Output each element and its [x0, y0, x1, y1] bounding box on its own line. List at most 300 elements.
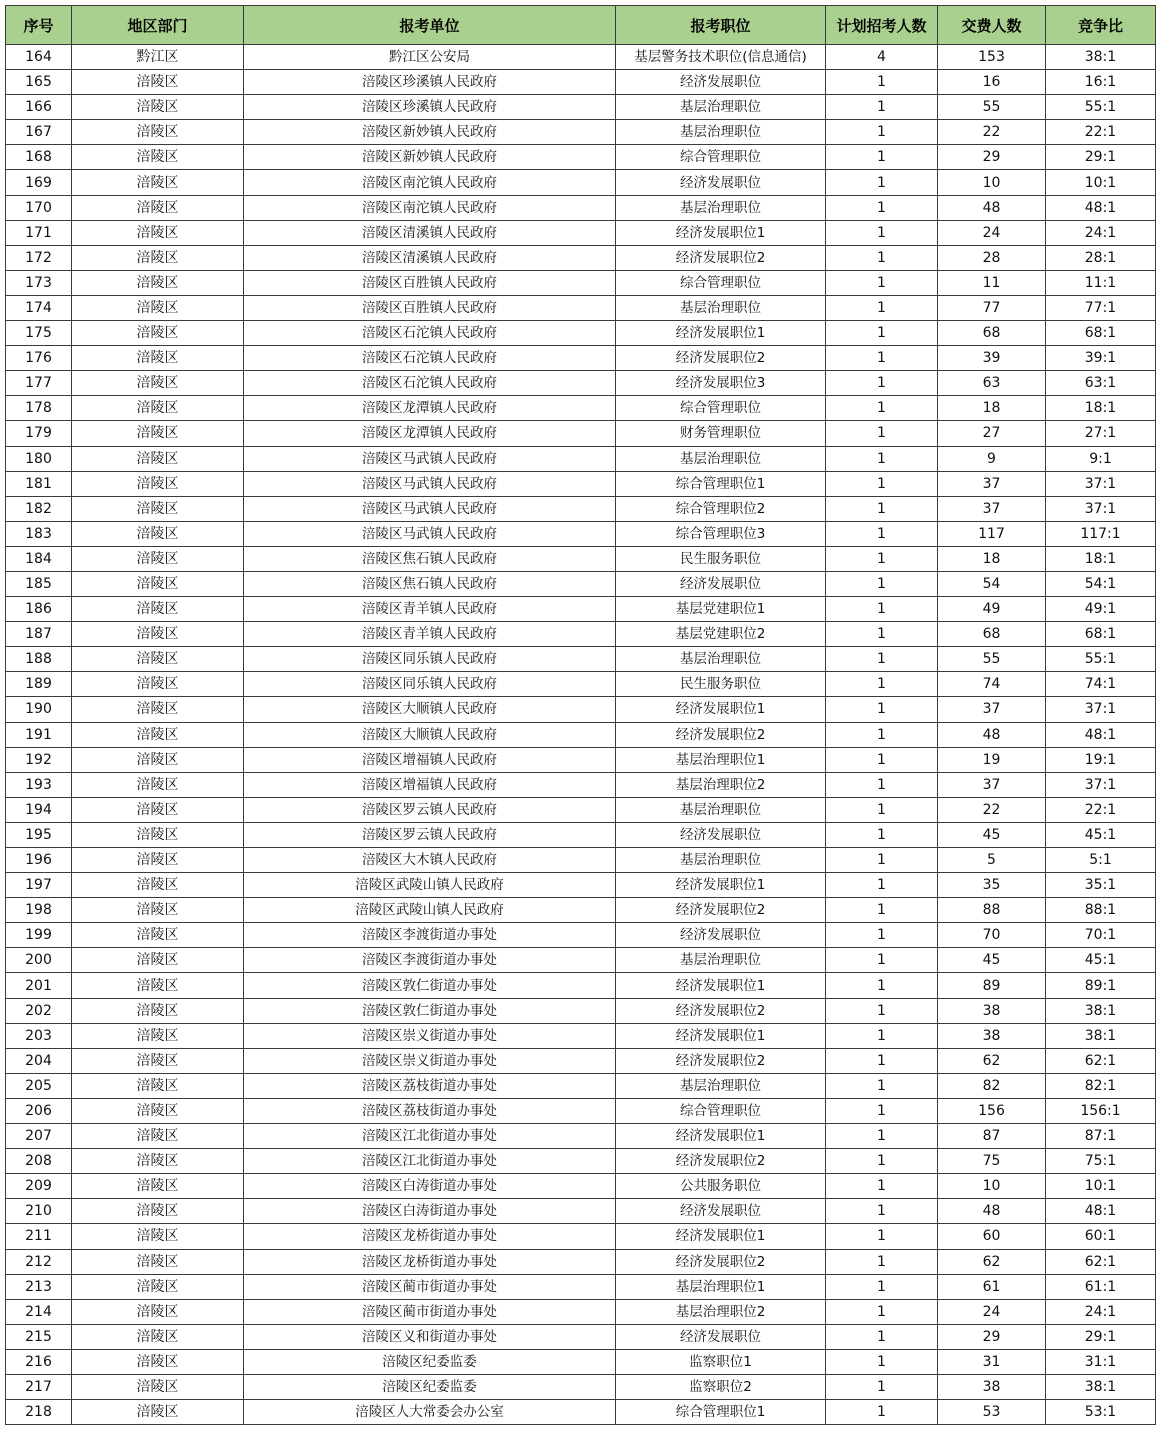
cell-paid: 37 — [938, 471, 1046, 496]
cell-region: 涪陵区 — [72, 195, 244, 220]
cell-paid: 48 — [938, 722, 1046, 747]
cell-paid: 38 — [938, 998, 1046, 1023]
table-row — [6, 923, 1156, 948]
cell-index: 190 — [6, 697, 72, 722]
table-row — [6, 647, 1156, 672]
cell-paid: 45 — [938, 822, 1046, 847]
table-row — [6, 1098, 1156, 1123]
cell-paid: 31 — [938, 1349, 1046, 1374]
cell-position: 综合管理职位2 — [616, 496, 826, 521]
cell-position: 经济发展职位 — [616, 70, 826, 95]
recruitment-table — [5, 5, 1156, 1425]
cell-index: 212 — [6, 1249, 72, 1274]
column-header-ratio: 竞争比 — [1046, 6, 1156, 45]
cell-unit: 涪陵区增福镇人民政府 — [244, 772, 616, 797]
cell-index: 209 — [6, 1174, 72, 1199]
cell-position: 监察职位2 — [616, 1374, 826, 1399]
cell-ratio: 29:1 — [1046, 1324, 1156, 1349]
table-row — [6, 622, 1156, 647]
cell-paid: 24 — [938, 220, 1046, 245]
cell-planned: 1 — [826, 471, 938, 496]
cell-index: 189 — [6, 672, 72, 697]
cell-ratio: 5:1 — [1046, 848, 1156, 873]
cell-position: 基层党建职位1 — [616, 597, 826, 622]
table-row — [6, 873, 1156, 898]
cell-ratio: 62:1 — [1046, 1249, 1156, 1274]
cell-ratio: 88:1 — [1046, 898, 1156, 923]
cell-ratio: 68:1 — [1046, 622, 1156, 647]
table-row — [6, 1274, 1156, 1299]
cell-region: 涪陵区 — [72, 597, 244, 622]
cell-index: 182 — [6, 496, 72, 521]
cell-ratio: 74:1 — [1046, 672, 1156, 697]
cell-index: 215 — [6, 1324, 72, 1349]
cell-unit: 涪陵区石沱镇人民政府 — [244, 371, 616, 396]
cell-unit: 涪陵区马武镇人民政府 — [244, 471, 616, 496]
table-row — [6, 1124, 1156, 1149]
cell-ratio: 77:1 — [1046, 295, 1156, 320]
cell-index: 186 — [6, 597, 72, 622]
table-row — [6, 70, 1156, 95]
cell-ratio: 22:1 — [1046, 120, 1156, 145]
cell-planned: 1 — [826, 1324, 938, 1349]
cell-unit: 涪陵区马武镇人民政府 — [244, 521, 616, 546]
table-row — [6, 496, 1156, 521]
cell-position: 经济发展职位2 — [616, 1249, 826, 1274]
table-header-row — [6, 6, 1156, 45]
cell-position: 基层治理职位 — [616, 1073, 826, 1098]
cell-position: 公共服务职位 — [616, 1174, 826, 1199]
cell-ratio: 37:1 — [1046, 772, 1156, 797]
cell-position: 经济发展职位2 — [616, 1149, 826, 1174]
cell-paid: 54 — [938, 571, 1046, 596]
cell-ratio: 38:1 — [1046, 998, 1156, 1023]
cell-unit: 涪陵区青羊镇人民政府 — [244, 622, 616, 647]
cell-unit: 涪陵区百胜镇人民政府 — [244, 270, 616, 295]
cell-planned: 1 — [826, 1098, 938, 1123]
cell-unit: 涪陵区增福镇人民政府 — [244, 747, 616, 772]
table-row — [6, 396, 1156, 421]
cell-ratio: 55:1 — [1046, 95, 1156, 120]
cell-ratio: 117:1 — [1046, 521, 1156, 546]
cell-planned: 1 — [826, 1249, 938, 1274]
table-row — [6, 1249, 1156, 1274]
cell-position: 经济发展职位 — [616, 170, 826, 195]
table-row — [6, 245, 1156, 270]
cell-ratio: 10:1 — [1046, 170, 1156, 195]
cell-region: 涪陵区 — [72, 1324, 244, 1349]
table-row — [6, 747, 1156, 772]
column-header-unit: 报考单位 — [244, 6, 616, 45]
cell-planned: 1 — [826, 597, 938, 622]
cell-planned: 1 — [826, 371, 938, 396]
cell-ratio: 38:1 — [1046, 45, 1156, 70]
table-row — [6, 898, 1156, 923]
cell-ratio: 29:1 — [1046, 145, 1156, 170]
table-row — [6, 1224, 1156, 1249]
cell-paid: 16 — [938, 70, 1046, 95]
cell-position: 经济发展职位1 — [616, 321, 826, 346]
cell-ratio: 27:1 — [1046, 421, 1156, 446]
cell-paid: 9 — [938, 446, 1046, 471]
cell-region: 涪陵区 — [72, 546, 244, 571]
cell-unit: 涪陵区罗云镇人民政府 — [244, 822, 616, 847]
cell-ratio: 63:1 — [1046, 371, 1156, 396]
cell-region: 涪陵区 — [72, 822, 244, 847]
cell-region: 涪陵区 — [72, 873, 244, 898]
table-row — [6, 546, 1156, 571]
table-row — [6, 270, 1156, 295]
cell-planned: 1 — [826, 1048, 938, 1073]
cell-region: 涪陵区 — [72, 672, 244, 697]
cell-position: 基层治理职位 — [616, 647, 826, 672]
table-row — [6, 95, 1156, 120]
cell-position: 经济发展职位3 — [616, 371, 826, 396]
cell-region: 涪陵区 — [72, 396, 244, 421]
cell-paid: 27 — [938, 421, 1046, 446]
cell-planned: 1 — [826, 70, 938, 95]
cell-paid: 10 — [938, 1174, 1046, 1199]
cell-paid: 29 — [938, 145, 1046, 170]
cell-planned: 1 — [826, 295, 938, 320]
cell-region: 涪陵区 — [72, 973, 244, 998]
cell-paid: 48 — [938, 1199, 1046, 1224]
cell-ratio: 9:1 — [1046, 446, 1156, 471]
table-row — [6, 822, 1156, 847]
table-row — [6, 1374, 1156, 1399]
cell-paid: 18 — [938, 546, 1046, 571]
cell-index: 181 — [6, 471, 72, 496]
cell-planned: 1 — [826, 873, 938, 898]
cell-position: 经济发展职位1 — [616, 1124, 826, 1149]
cell-region: 涪陵区 — [72, 1199, 244, 1224]
cell-planned: 1 — [826, 998, 938, 1023]
cell-position: 经济发展职位2 — [616, 346, 826, 371]
table-row — [6, 170, 1156, 195]
cell-ratio: 11:1 — [1046, 270, 1156, 295]
cell-planned: 1 — [826, 195, 938, 220]
spreadsheet-sheet — [5, 5, 1123, 1425]
cell-position: 综合管理职位 — [616, 1098, 826, 1123]
cell-unit: 涪陵区珍溪镇人民政府 — [244, 70, 616, 95]
cell-position: 综合管理职位3 — [616, 521, 826, 546]
cell-index: 184 — [6, 546, 72, 571]
column-header-position: 报考职位 — [616, 6, 826, 45]
cell-paid: 153 — [938, 45, 1046, 70]
cell-paid: 60 — [938, 1224, 1046, 1249]
cell-index: 171 — [6, 220, 72, 245]
cell-position: 综合管理职位1 — [616, 1400, 826, 1425]
cell-index: 174 — [6, 295, 72, 320]
cell-paid: 156 — [938, 1098, 1046, 1123]
cell-ratio: 19:1 — [1046, 747, 1156, 772]
cell-ratio: 22:1 — [1046, 797, 1156, 822]
cell-unit: 涪陵区武陵山镇人民政府 — [244, 898, 616, 923]
cell-unit: 涪陵区荔枝街道办事处 — [244, 1098, 616, 1123]
cell-position: 经济发展职位2 — [616, 998, 826, 1023]
cell-position: 基层治理职位1 — [616, 747, 826, 772]
cell-region: 涪陵区 — [72, 1299, 244, 1324]
cell-index: 199 — [6, 923, 72, 948]
cell-ratio: 45:1 — [1046, 822, 1156, 847]
cell-index: 196 — [6, 848, 72, 873]
cell-position: 财务管理职位 — [616, 421, 826, 446]
cell-position: 基层党建职位2 — [616, 622, 826, 647]
cell-region: 涪陵区 — [72, 1400, 244, 1425]
cell-region: 涪陵区 — [72, 95, 244, 120]
cell-ratio: 55:1 — [1046, 647, 1156, 672]
table-row — [6, 1400, 1156, 1425]
cell-paid: 88 — [938, 898, 1046, 923]
cell-planned: 1 — [826, 170, 938, 195]
cell-ratio: 87:1 — [1046, 1124, 1156, 1149]
cell-region: 涪陵区 — [72, 622, 244, 647]
cell-ratio: 38:1 — [1046, 1023, 1156, 1048]
cell-region: 涪陵区 — [72, 898, 244, 923]
cell-position: 经济发展职位 — [616, 923, 826, 948]
cell-position: 经济发展职位1 — [616, 973, 826, 998]
cell-position: 综合管理职位1 — [616, 471, 826, 496]
table-row — [6, 421, 1156, 446]
cell-position: 经济发展职位 — [616, 1199, 826, 1224]
cell-planned: 1 — [826, 321, 938, 346]
column-header-index: 序号 — [6, 6, 72, 45]
table-row — [6, 521, 1156, 546]
cell-position: 经济发展职位 — [616, 571, 826, 596]
cell-region: 涪陵区 — [72, 1224, 244, 1249]
cell-unit: 涪陵区大顺镇人民政府 — [244, 697, 616, 722]
table-body — [6, 45, 1156, 1425]
cell-unit: 涪陵区南沱镇人民政府 — [244, 170, 616, 195]
cell-paid: 55 — [938, 95, 1046, 120]
cell-paid: 61 — [938, 1274, 1046, 1299]
cell-paid: 49 — [938, 597, 1046, 622]
cell-unit: 涪陵区白涛街道办事处 — [244, 1199, 616, 1224]
table-row — [6, 571, 1156, 596]
cell-unit: 涪陵区清溪镇人民政府 — [244, 245, 616, 270]
cell-region: 涪陵区 — [72, 722, 244, 747]
cell-region: 涪陵区 — [72, 145, 244, 170]
cell-ratio: 24:1 — [1046, 220, 1156, 245]
cell-position: 监察职位1 — [616, 1349, 826, 1374]
table-row — [6, 446, 1156, 471]
cell-position: 基层治理职位 — [616, 948, 826, 973]
cell-unit: 涪陵区龙桥街道办事处 — [244, 1249, 616, 1274]
cell-unit: 涪陵区李渡街道办事处 — [244, 923, 616, 948]
cell-index: 195 — [6, 822, 72, 847]
cell-paid: 28 — [938, 245, 1046, 270]
cell-unit: 涪陵区蔺市街道办事处 — [244, 1299, 616, 1324]
cell-region: 涪陵区 — [72, 1174, 244, 1199]
cell-paid: 45 — [938, 948, 1046, 973]
cell-position: 基层治理职位 — [616, 446, 826, 471]
cell-unit: 涪陵区石沱镇人民政府 — [244, 321, 616, 346]
cell-planned: 1 — [826, 1274, 938, 1299]
cell-region: 涪陵区 — [72, 471, 244, 496]
cell-region: 涪陵区 — [72, 120, 244, 145]
cell-paid: 5 — [938, 848, 1046, 873]
table-row — [6, 195, 1156, 220]
cell-planned: 1 — [826, 1174, 938, 1199]
cell-ratio: 24:1 — [1046, 1299, 1156, 1324]
cell-paid: 68 — [938, 622, 1046, 647]
cell-planned: 1 — [826, 1199, 938, 1224]
cell-planned: 1 — [826, 672, 938, 697]
cell-region: 涪陵区 — [72, 446, 244, 471]
cell-index: 217 — [6, 1374, 72, 1399]
cell-planned: 1 — [826, 1224, 938, 1249]
cell-position: 经济发展职位1 — [616, 220, 826, 245]
cell-unit: 涪陵区南沱镇人民政府 — [244, 195, 616, 220]
cell-index: 202 — [6, 998, 72, 1023]
cell-planned: 1 — [826, 772, 938, 797]
cell-region: 涪陵区 — [72, 1048, 244, 1073]
cell-ratio: 38:1 — [1046, 1374, 1156, 1399]
table-row — [6, 120, 1156, 145]
table-row — [6, 1299, 1156, 1324]
cell-planned: 1 — [826, 898, 938, 923]
cell-unit: 涪陵区崇义街道办事处 — [244, 1048, 616, 1073]
cell-region: 涪陵区 — [72, 321, 244, 346]
cell-position: 经济发展职位 — [616, 822, 826, 847]
cell-paid: 38 — [938, 1374, 1046, 1399]
cell-unit: 涪陵区大顺镇人民政府 — [244, 722, 616, 747]
cell-unit: 涪陵区纪委监委 — [244, 1374, 616, 1399]
cell-index: 211 — [6, 1224, 72, 1249]
cell-unit: 涪陵区龙潭镇人民政府 — [244, 421, 616, 446]
cell-index: 165 — [6, 70, 72, 95]
cell-planned: 1 — [826, 496, 938, 521]
cell-region: 涪陵区 — [72, 220, 244, 245]
cell-paid: 39 — [938, 346, 1046, 371]
cell-planned: 1 — [826, 1073, 938, 1098]
cell-unit: 涪陵区敦仁街道办事处 — [244, 973, 616, 998]
cell-index: 170 — [6, 195, 72, 220]
cell-ratio: 37:1 — [1046, 471, 1156, 496]
cell-region: 涪陵区 — [72, 848, 244, 873]
cell-region: 涪陵区 — [72, 923, 244, 948]
cell-unit: 涪陵区清溪镇人民政府 — [244, 220, 616, 245]
cell-unit: 涪陵区白涛街道办事处 — [244, 1174, 616, 1199]
cell-planned: 1 — [826, 446, 938, 471]
cell-index: 175 — [6, 321, 72, 346]
column-header-planned: 计划招考人数 — [826, 6, 938, 45]
cell-planned: 1 — [826, 622, 938, 647]
cell-planned: 1 — [826, 396, 938, 421]
cell-planned: 1 — [826, 145, 938, 170]
cell-index: 192 — [6, 747, 72, 772]
cell-position: 综合管理职位 — [616, 145, 826, 170]
cell-index: 206 — [6, 1098, 72, 1123]
cell-planned: 1 — [826, 1149, 938, 1174]
cell-position: 经济发展职位1 — [616, 1224, 826, 1249]
cell-paid: 62 — [938, 1048, 1046, 1073]
cell-unit: 涪陵区龙潭镇人民政府 — [244, 396, 616, 421]
cell-index: 179 — [6, 421, 72, 446]
cell-index: 218 — [6, 1400, 72, 1425]
table-row — [6, 45, 1156, 70]
cell-ratio: 70:1 — [1046, 923, 1156, 948]
table-row — [6, 797, 1156, 822]
cell-ratio: 18:1 — [1046, 546, 1156, 571]
table-row — [6, 1023, 1156, 1048]
cell-index: 197 — [6, 873, 72, 898]
cell-planned: 1 — [826, 245, 938, 270]
cell-planned: 1 — [826, 923, 938, 948]
table-row — [6, 672, 1156, 697]
cell-paid: 68 — [938, 321, 1046, 346]
cell-paid: 18 — [938, 396, 1046, 421]
cell-unit: 涪陵区纪委监委 — [244, 1349, 616, 1374]
cell-unit: 涪陵区焦石镇人民政府 — [244, 546, 616, 571]
cell-region: 涪陵区 — [72, 421, 244, 446]
cell-index: 191 — [6, 722, 72, 747]
cell-region: 涪陵区 — [72, 1124, 244, 1149]
table-row — [6, 145, 1156, 170]
cell-paid: 75 — [938, 1149, 1046, 1174]
cell-ratio: 31:1 — [1046, 1349, 1156, 1374]
cell-index: 177 — [6, 371, 72, 396]
cell-position: 综合管理职位 — [616, 270, 826, 295]
table-row — [6, 998, 1156, 1023]
cell-ratio: 37:1 — [1046, 496, 1156, 521]
cell-index: 178 — [6, 396, 72, 421]
cell-planned: 1 — [826, 797, 938, 822]
cell-planned: 1 — [826, 421, 938, 446]
cell-ratio: 60:1 — [1046, 1224, 1156, 1249]
cell-region: 涪陵区 — [72, 647, 244, 672]
cell-ratio: 39:1 — [1046, 346, 1156, 371]
cell-ratio: 18:1 — [1046, 396, 1156, 421]
cell-ratio: 89:1 — [1046, 973, 1156, 998]
cell-planned: 1 — [826, 1124, 938, 1149]
table-row — [6, 1174, 1156, 1199]
cell-paid: 74 — [938, 672, 1046, 697]
cell-position: 基层治理职位 — [616, 120, 826, 145]
cell-position: 基层治理职位2 — [616, 1299, 826, 1324]
cell-position: 经济发展职位2 — [616, 898, 826, 923]
cell-ratio: 45:1 — [1046, 948, 1156, 973]
cell-region: 涪陵区 — [72, 70, 244, 95]
cell-unit: 涪陵区人大常委会办公室 — [244, 1400, 616, 1425]
cell-paid: 24 — [938, 1299, 1046, 1324]
table-row — [6, 722, 1156, 747]
cell-index: 164 — [6, 45, 72, 70]
cell-planned: 1 — [826, 571, 938, 596]
cell-position: 基层警务技术职位(信息通信) — [616, 45, 826, 70]
cell-ratio: 49:1 — [1046, 597, 1156, 622]
cell-index: 210 — [6, 1199, 72, 1224]
cell-planned: 1 — [826, 120, 938, 145]
cell-unit: 涪陵区青羊镇人民政府 — [244, 597, 616, 622]
cell-unit: 涪陵区武陵山镇人民政府 — [244, 873, 616, 898]
cell-unit: 涪陵区珍溪镇人民政府 — [244, 95, 616, 120]
table-row — [6, 295, 1156, 320]
cell-position: 综合管理职位 — [616, 396, 826, 421]
cell-index: 214 — [6, 1299, 72, 1324]
cell-unit: 涪陵区蔺市街道办事处 — [244, 1274, 616, 1299]
cell-position: 基层治理职位2 — [616, 772, 826, 797]
cell-planned: 1 — [826, 747, 938, 772]
cell-index: 207 — [6, 1124, 72, 1149]
cell-region: 涪陵区 — [72, 772, 244, 797]
cell-position: 民生服务职位 — [616, 546, 826, 571]
table-row — [6, 1149, 1156, 1174]
cell-position: 基层治理职位 — [616, 95, 826, 120]
table-row — [6, 1048, 1156, 1073]
cell-region: 涪陵区 — [72, 1023, 244, 1048]
cell-planned: 1 — [826, 973, 938, 998]
